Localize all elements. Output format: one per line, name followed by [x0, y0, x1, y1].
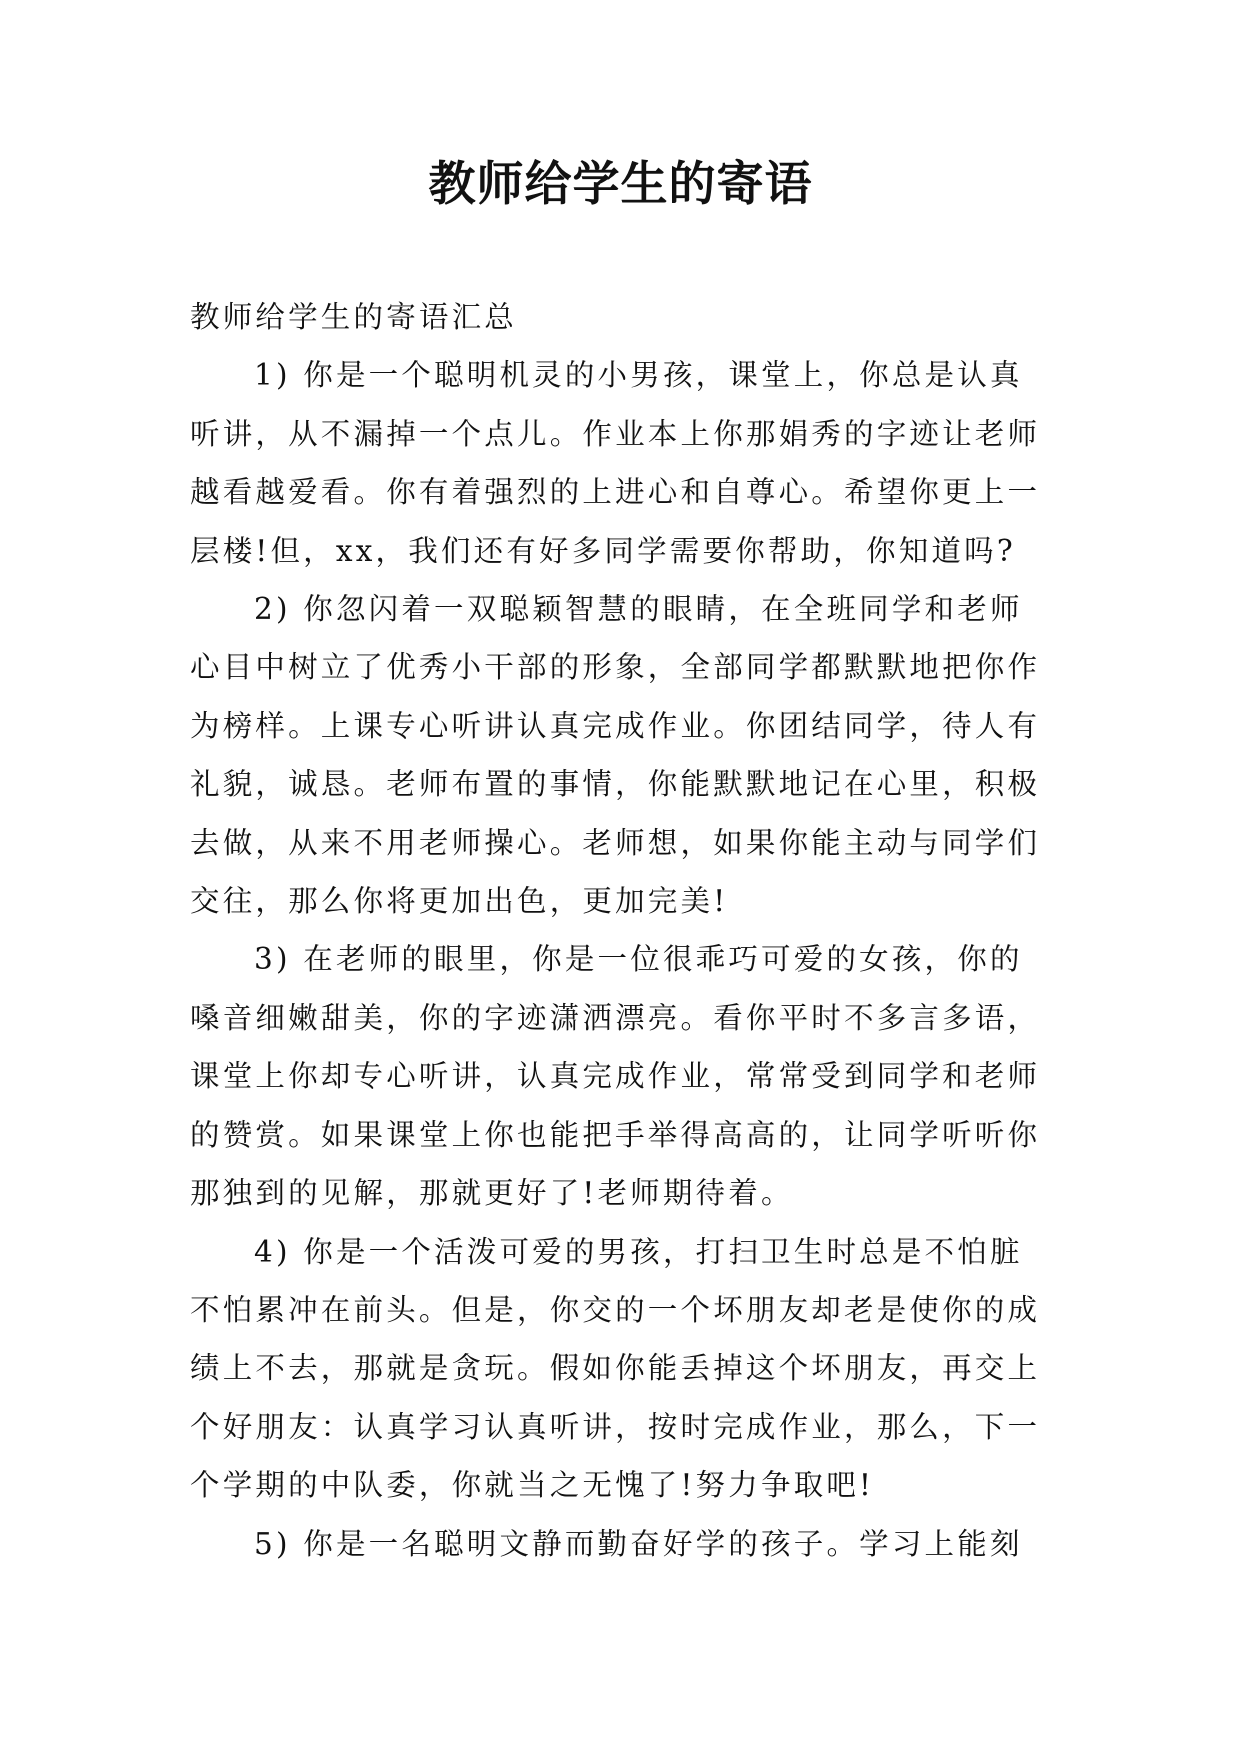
- entry-5: [190, 1515, 1056, 1573]
- entry-line: 为榜样。上课专心听讲认真完成作业。你团结同学，待人有: [190, 708, 1041, 743]
- entry-line: 的赞赏。如果课堂上你也能把手举得高高的，让同学听听你: [190, 1117, 1041, 1152]
- entry-3: [190, 930, 1056, 1222]
- entry-line: 交往，那么你将更加出色，更加完美!: [190, 884, 729, 919]
- entry-line: 5) 你是一名聪明文静而勤奋好学的孩子。学习上能刻: [254, 1526, 1023, 1561]
- entry-line: 绩上不去，那就是贪玩。假如你能丢掉这个坏朋友，再交上: [190, 1351, 1041, 1386]
- entry-line: 越看越爱看。你有着强烈的上进心和自尊心。希望你更上一: [190, 475, 1041, 510]
- entry-line: 去做，从来不用老师操心。老师想，如果你能主动与同学们: [190, 825, 1041, 860]
- entry-line: 那独到的见解，那就更好了!老师期待着。: [190, 1176, 794, 1211]
- entry-line: 个学期的中队委，你就当之无愧了!努力争取吧!: [190, 1468, 875, 1503]
- entry-line: 礼貌，诚恳。老师布置的事情，你能默默地记在心里，积极: [190, 767, 1041, 802]
- entry-line: 4) 你是一个活泼可爱的男孩，打扫卫生时总是不怕脏: [254, 1234, 1023, 1269]
- subheading: 教师给学生的寄语汇总: [190, 300, 518, 334]
- entry-line: 课堂上你却专心听讲，认真完成作业，常常受到同学和老师: [190, 1059, 1041, 1094]
- document-body: [190, 288, 1056, 1573]
- entry-line: 1) 你是一个聪明机灵的小男孩，课堂上，你总是认真: [254, 358, 1023, 393]
- entry-line: 心目中树立了优秀小干部的形象，全部同学都默默地把你作: [190, 650, 1041, 685]
- entry-4: [190, 1223, 1056, 1515]
- entry-line: 层楼!但，xx，我们还有好多同学需要你帮助，你知道吗?: [190, 533, 1016, 568]
- entry-1: [190, 346, 1056, 580]
- entry-2: [190, 580, 1056, 930]
- entry-line: 嗓音细嫩甜美，你的字迹潇洒漂亮。看你平时不多言多语，: [190, 1000, 1041, 1035]
- entry-line: 不怕累冲在前头。但是，你交的一个坏朋友却老是使你的成: [190, 1292, 1041, 1327]
- entry-line: 听讲，从不漏掉一个点儿。作业本上你那娟秀的字迹让老师: [190, 416, 1041, 451]
- entry-line: 3) 在老师的眼里，你是一位很乖巧可爱的女孩，你的: [254, 942, 1023, 977]
- document-title: 教师给学生的寄语: [428, 157, 813, 212]
- entry-line: 2) 你忽闪着一双聪颖智慧的眼睛，在全班同学和老师: [254, 592, 1023, 627]
- entry-line: 个好朋友：认真学习认真听讲，按时完成作业，那么，下一: [190, 1409, 1041, 1444]
